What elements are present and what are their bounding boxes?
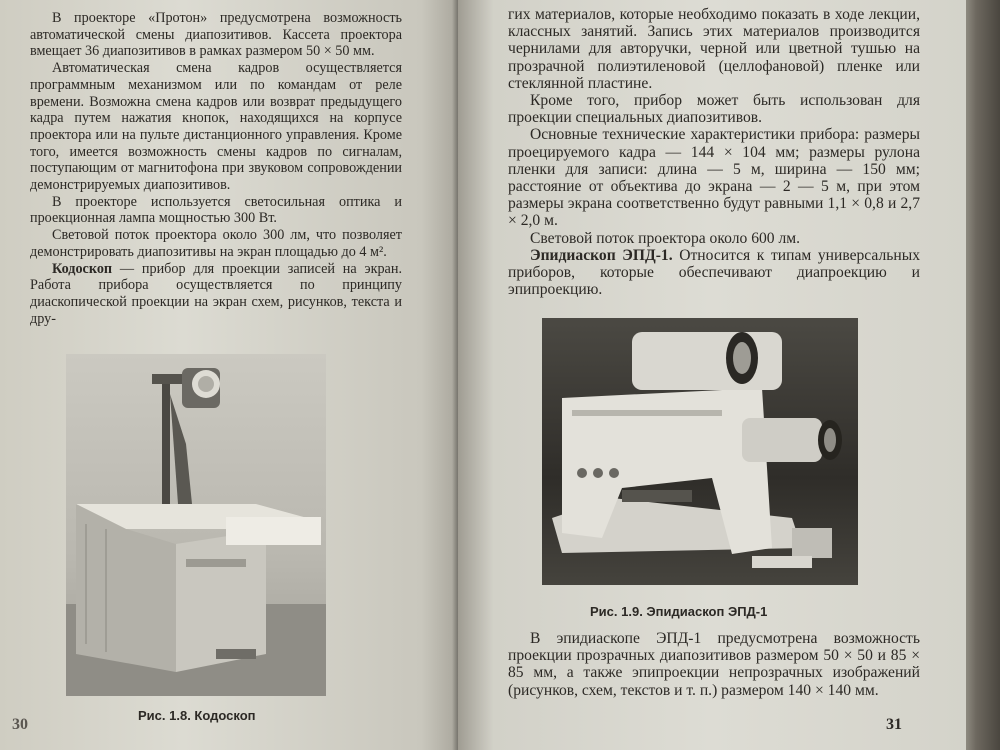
epd-text: Относится к типам универсальных приборов, которые обеспечивают диапроекцию и эпипроекцию.	[508, 246, 920, 299]
epd-paragraph	[508, 247, 920, 299]
figure-caption-1-9: Рис. 1.9. Эпидиаскоп ЭПД-1	[590, 604, 768, 619]
paragraph: В эпидиаскопе ЭПД-1 предусмотрена возможность проекции прозрачных диапозитивов размером 50 × 50 и 85 × 85 мм, а также эпипроекции непрозрачных изображений (рисунков, схем, текстов и т. п.) размером 140 × 140 мм.	[508, 630, 920, 699]
epd-term: Эпидиаскоп ЭПД-1.	[530, 246, 673, 264]
paragraph: Автоматическая смена кадров осуществляется программным механизмом или по командам от реле времени. Возможна смена кадров или возврат предыдущего кадра путем нажатия кнопок, находящихся на корпусе проектора или на пульте дистанционного управления. Кроме того, имеется возможность смены кадров по сигналам, поступающим от магнитофона при звуковом сопровождении демонстрируемых диапозитивов.	[30, 60, 402, 194]
figure-caption-1-8: Рис. 1.8. Кодоскоп	[138, 708, 256, 723]
right-page-text	[508, 6, 920, 298]
paragraph: Основные технические характеристики прибора: размеры проецируемого кадра — 144 × 104 мм; размеры рулона пленки для записи: длина — 5 м, ширина — 150 мм; расстояние от объектива до экрана — 2 — 5 м, при этом размеры экрана соответственно будут равными 1,1 × 0,8 и 2,7 × 2,0 м.	[508, 126, 920, 230]
left-page	[0, 0, 458, 750]
epidiaskop-photo	[542, 318, 858, 585]
kodoskop-paragraph	[30, 261, 402, 328]
paragraph: Кроме того, прибор может быть использован для проекции специальных диапозитивов.	[508, 92, 920, 127]
paragraph: В проекторе «Протон» предусмотрена возможность автоматической смены диапозитивов. Кассета проектора вмещает 36 диапозитивов в рамках размером 50 × 50 мм.	[30, 10, 402, 60]
paragraph: В проекторе используется светосильная оптика и проекционная лампа мощностью 300 Вт.	[30, 193, 402, 227]
paragraph: Световой поток проектора около 600 лм.	[530, 229, 801, 247]
bottom-text	[508, 630, 920, 699]
page-stack-edge	[966, 0, 1000, 750]
left-page-text	[30, 10, 402, 327]
kodoskop-photo	[66, 354, 326, 696]
paragraph: Световой поток проектора около 300 лм, что позволяет демонстрировать диапозитивы на экран площадью до 4 м².	[30, 227, 402, 260]
kodoskop-text: — прибор для проекции записей на экран. Работа прибора осуществляется по принципу диаскопической проекции на экран схем, рисунков, текста и дру-	[30, 260, 402, 327]
right-page	[458, 0, 966, 750]
page-number-right: 31	[886, 716, 902, 733]
page-number-left: 30	[12, 716, 28, 733]
kodoskop-term: Кодоскоп	[52, 260, 113, 277]
paragraph: гих материалов, которые необходимо показать в ходе лекции, классных занятий. Запись этих материалов производится чернилами для авторучки, черной или цветной тушью на прозрачной полиэтиленовой (целлофановой) пленке или стеклянной пластине.	[508, 6, 920, 92]
